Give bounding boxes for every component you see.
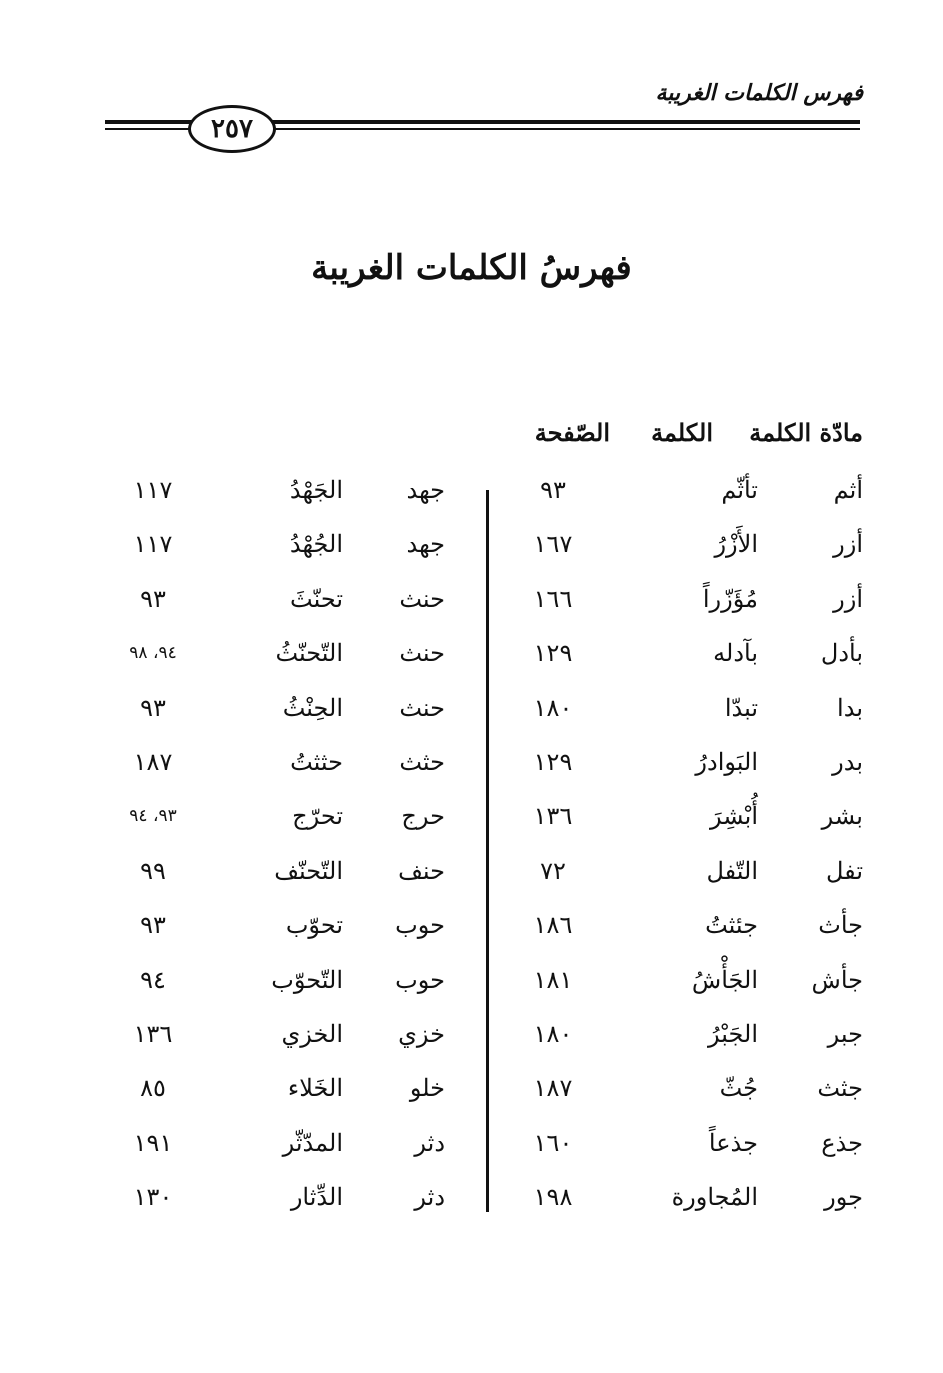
index-root: بأدل [820, 639, 863, 668]
index-page: ٩٣، ٩٤ [129, 806, 177, 827]
index-row [0, 1177, 943, 1217]
index-word: التّحنّف [274, 856, 343, 885]
index-page: ١٣٦ [533, 802, 573, 831]
index-root: حوب [395, 911, 445, 940]
index-page: ١٢٩ [533, 639, 573, 668]
index-root: جذع [821, 1128, 863, 1157]
index-page: ٩٩ [140, 856, 166, 885]
index-word: البَوادرُ [695, 748, 758, 776]
index-root: خزي [398, 1020, 445, 1048]
index-word: تحرّج [292, 802, 343, 831]
index-root: دثر [414, 1183, 445, 1212]
index-page: ١٦٦ [533, 584, 573, 613]
index-row [0, 851, 943, 891]
index-root: دثر [414, 1128, 445, 1157]
page-number-badge [188, 105, 276, 153]
index-root: جثث [817, 1074, 863, 1103]
index-row [0, 905, 943, 945]
index-page: ١٨٧ [533, 1074, 573, 1103]
index-row [0, 1014, 943, 1054]
index-root: جأش [811, 965, 863, 994]
index-row [0, 524, 943, 564]
index-row [0, 470, 943, 510]
index-root: أزر [833, 530, 863, 559]
index-root: جأث [818, 911, 863, 940]
index-word: الجَبْرُ [708, 1020, 758, 1048]
index-root: جور [824, 1183, 863, 1212]
index-row [0, 796, 943, 836]
index-word: جذعاً [708, 1128, 758, 1157]
index-word: تأثّم [721, 476, 758, 504]
index-page: ١١٧ [133, 476, 173, 504]
index-row [0, 1123, 943, 1163]
index-root: حنث [399, 639, 445, 668]
index-word: أُبْشِرَ [710, 802, 758, 831]
index-page: ٧٢ [540, 856, 566, 885]
index-page: ١٩١ [133, 1128, 173, 1157]
index-page: ٩٤ [140, 965, 166, 994]
index-root: جهد [406, 476, 445, 504]
index-root: أزر [833, 584, 863, 613]
index-row [0, 960, 943, 1000]
index-page: ٨٥ [140, 1074, 166, 1103]
running-title: فهرس الكلمات الغريبة [655, 80, 863, 106]
page-number: ٢٥٧ [211, 114, 253, 144]
index-page: ١٨٦ [533, 911, 573, 940]
index-word: تحوّب [285, 911, 343, 940]
index-row [0, 579, 943, 619]
page-title: فهرسُ الكلمات الغريبة [311, 248, 632, 288]
index-word: حثثتُ [290, 748, 343, 776]
index-row [0, 742, 943, 782]
index-word: تبدّا [724, 693, 758, 722]
index-word: تحنّثَ [290, 584, 343, 613]
index-page: ٩٣ [540, 476, 566, 504]
index-word: التّحوّب [271, 965, 343, 994]
index-root: جهد [406, 530, 445, 559]
index-page: ١٦٠ [533, 1128, 573, 1157]
index-page: ١٨١ [533, 965, 573, 994]
index-word: المدّثّر [282, 1128, 343, 1157]
index-root: حرج [401, 802, 445, 831]
index-word: الحِنْثُ [282, 693, 343, 722]
index-page: ١٢٩ [533, 748, 573, 776]
column-header-word: الكلمة [651, 418, 713, 447]
index-word: بآدله [713, 639, 758, 668]
index-page: ١٣٦ [133, 1020, 173, 1048]
index-page: ١٨٠ [533, 693, 573, 722]
index-root: حنث [399, 584, 445, 613]
index-root: بدر [832, 748, 863, 776]
index-root: حنف [398, 856, 445, 885]
index-page: ١٨٠ [533, 1020, 573, 1048]
index-root: جبر [827, 1020, 863, 1048]
index-root: تفل [826, 856, 863, 885]
index-page: ٩٣ [140, 584, 166, 613]
index-root: بدا [837, 693, 863, 722]
index-page: ١٣٠ [133, 1183, 173, 1212]
index-root: حثث [399, 748, 445, 776]
index-word: الجَهْدُ [289, 476, 343, 504]
index-word: الجُهْدُ [289, 530, 343, 559]
index-page: ١٦٧ [533, 530, 573, 559]
index-word: الأَزْرُ [714, 530, 758, 559]
index-row [0, 1068, 943, 1108]
index-word: التّحنّثُ [275, 639, 343, 668]
index-page: ٩٣ [140, 911, 166, 940]
index-row [0, 633, 943, 673]
index-word: المُجاورة [671, 1183, 758, 1212]
index-page: ٩٣ [140, 693, 166, 722]
index-word: جُثّ [719, 1074, 758, 1103]
index-row [0, 688, 943, 728]
index-page: ١٩٨ [533, 1183, 573, 1212]
index-root: حنث [399, 693, 445, 722]
column-header-page: الصّفحة [534, 418, 610, 447]
index-word: جئثتُ [705, 911, 758, 940]
index-page: ١٨٧ [133, 748, 173, 776]
index-root: خلو [409, 1074, 445, 1103]
index-root: أثم [833, 476, 863, 504]
index-page: ١١٧ [133, 530, 173, 559]
index-page: ٩٤، ٩٨ [129, 643, 177, 664]
index-root: حوب [395, 965, 445, 994]
index-word: الخزي [281, 1020, 343, 1048]
index-word: التّفل [706, 856, 758, 885]
index-word: الخَلاء [287, 1074, 343, 1103]
index-word: الجَأْشُ [691, 965, 758, 994]
index-root: بشر [821, 802, 863, 831]
index-word: مُؤَزّراً [702, 584, 758, 613]
column-header-root: مادّة الكلمة [749, 418, 863, 447]
index-word: الدِّثار [290, 1183, 343, 1212]
